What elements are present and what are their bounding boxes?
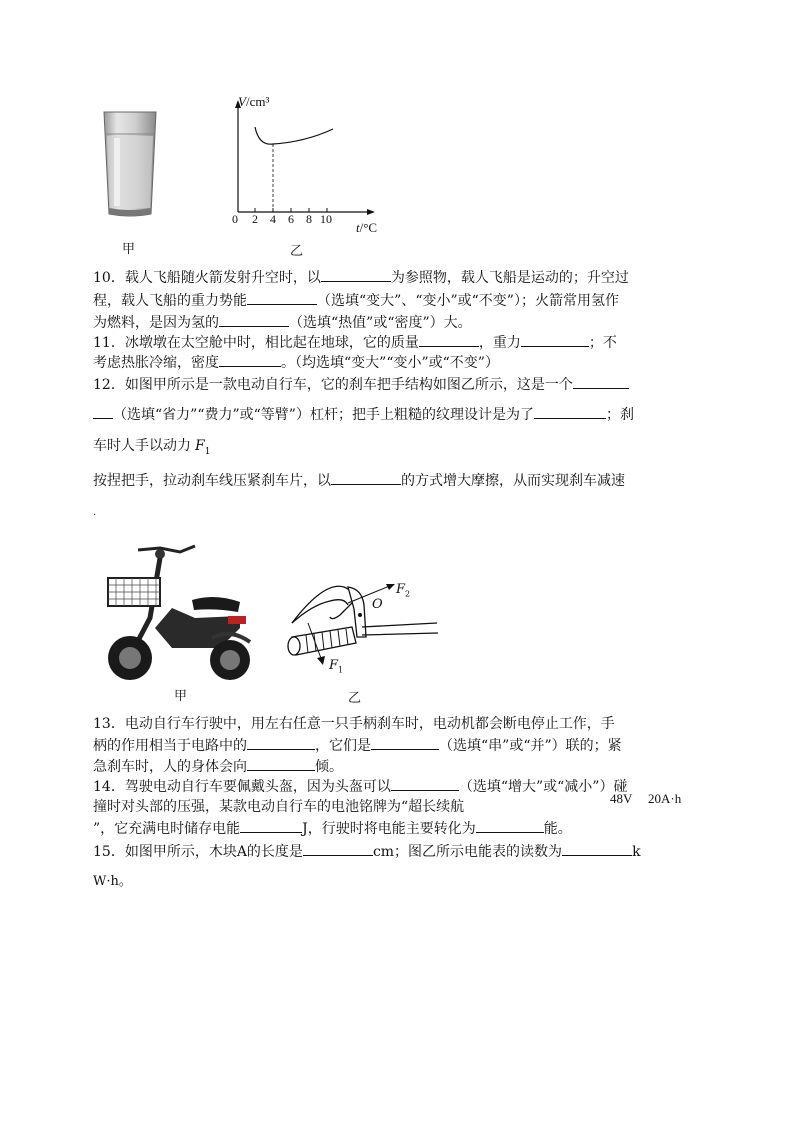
- caption-yi-1: 乙: [290, 244, 304, 259]
- force-f1-label: F: [195, 438, 205, 454]
- caption-jia-1: 甲: [122, 242, 136, 257]
- q10-blank-2[interactable]: [247, 290, 317, 305]
- volume-temperature-graph: [225, 94, 385, 234]
- q13-blank-3[interactable]: [247, 756, 315, 771]
- caption-jia-2: 甲: [174, 689, 188, 704]
- electric-bike-image: [100, 538, 260, 688]
- caption-yi-2: 乙: [348, 691, 362, 706]
- battery-capacity: 20A·h: [648, 791, 682, 806]
- tick-6: 6: [288, 212, 294, 226]
- q11-blank-3[interactable]: [219, 352, 281, 367]
- brake-handle-diagram: [262, 575, 452, 680]
- q11-blank-2[interactable]: [521, 332, 589, 347]
- q11-blank-1[interactable]: [419, 332, 479, 347]
- q13-blank-1[interactable]: [247, 735, 315, 750]
- y-axis-unit: /cm³: [245, 94, 270, 109]
- tick-4: 4: [270, 212, 276, 226]
- battery-voltage: 48V: [610, 791, 633, 806]
- q12-blank-1a[interactable]: [573, 374, 629, 389]
- tick-0: 0: [232, 212, 238, 226]
- q12-blank-2[interactable]: [534, 404, 606, 419]
- q12-blank-3[interactable]: [331, 470, 401, 485]
- x-axis-unit: /°C: [359, 220, 378, 235]
- q14-blank-3[interactable]: [476, 818, 544, 833]
- pivot-o-label: O: [372, 597, 383, 612]
- tick-10: 10: [320, 212, 332, 226]
- q10-blank-3[interactable]: [219, 312, 289, 327]
- water-glass-image: [100, 108, 160, 220]
- q10-blank-1[interactable]: [321, 267, 391, 282]
- q13-blank-2[interactable]: [371, 735, 439, 750]
- force-f1-fig-label: F: [329, 658, 339, 673]
- q12-blank-1b[interactable]: [93, 404, 113, 419]
- y-axis-var: V: [238, 94, 246, 109]
- force-f2-label: F: [396, 582, 406, 597]
- q15-blank-1[interactable]: [303, 841, 373, 856]
- x-axis-var: t: [356, 220, 360, 235]
- q14-blank-2[interactable]: [240, 818, 302, 833]
- q14-blank-1[interactable]: [391, 776, 459, 791]
- tick-2: 2: [252, 212, 258, 226]
- tick-8: 8: [306, 212, 312, 226]
- q15-blank-2[interactable]: [562, 841, 632, 856]
